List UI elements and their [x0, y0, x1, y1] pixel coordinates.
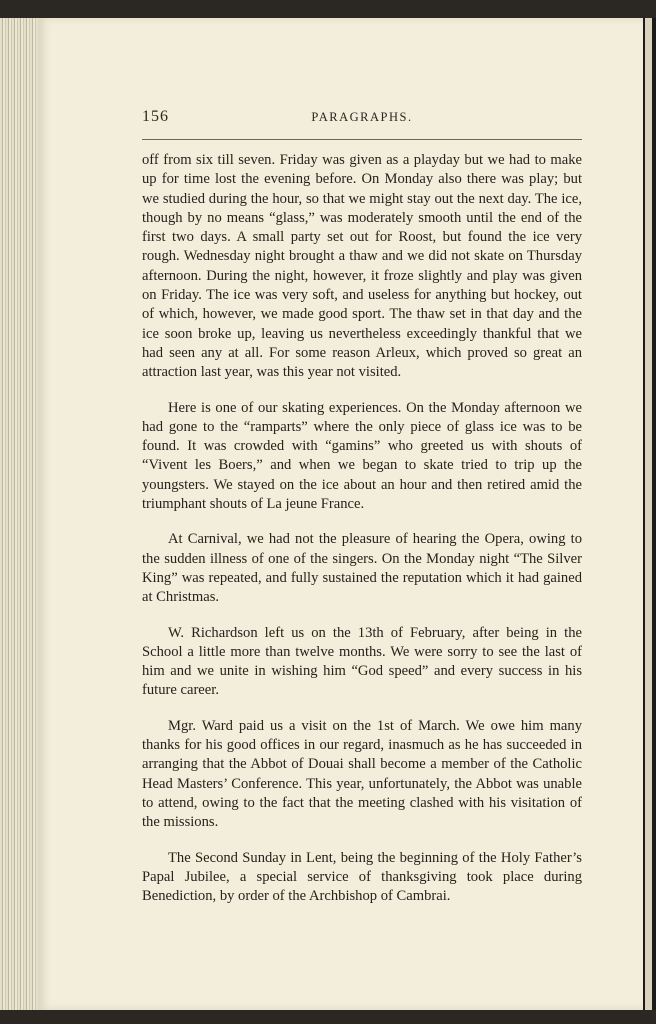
paragraph-richardson: W. Richardson left us on the 13th of February, after being in the School a little more than twelve months. We were sorry to see the last of him and we unite in wishing him “God speed” and every success in his future career. [142, 624, 582, 699]
page-number: 156 [142, 108, 169, 125]
body-text [142, 151, 582, 922]
paragraph-carnival: At Carnival, we had not the pleasure of hearing the Opera, owing to the sudden illness of one of the singers. On the Monday night “The Silver King” was repeated, and fully sustained the reputation which it had gained at Christmas. [142, 531, 582, 606]
paragraph-jubilee: The Second Sunday in Lent, being the beginning of the Holy Father’s Papal Jubilee, a special service of thanksgiving took place during Benediction, by order of the Archbishop of Cambrai. [142, 849, 582, 905]
paragraph-skating: Here is one of our skating experiences. On the Monday afternoon we had gone to the “ramparts” where the only piece of glass ice was to be found. It was crowded with “gamins” who greeted us with shouts of “Vivent les Boers,” and when we began to skate tried to trip up the youngsters. We stayed on the ice about an hour and then retired amid the triumphant shouts of La jeune France. [142, 399, 582, 513]
paragraph-continued: off from six till seven. Friday was given as a playday but we had to make up for time lost the evening before. On Monday also there was play; but we studied during the hour, so that we might stay out the next day. The ice, though by no means “glass,” was moderately smooth until the end of the first two days. A small party set out for Roost, but found the ice very rough. Wednesday night brought a thaw and we did not skate on Thursday afternoon. During the night, however, it froze slightly and play was given on Friday. The ice was very soft, and useless for anything but hockey, out of which, however, we made good sport. The thaw set in that day and the ice soon broke up, leaving us nevertheless exceedingly thankful that we had seen any at all. For some reason Arleux, which proved so great an attraction last year, was this year not visited. [142, 152, 582, 381]
paragraph-mgr-ward: Mgr. Ward paid us a visit on the 1st of March. We owe him many thanks for his good offices in our regard, inasmuch as he has succeeded in arranging that the Abbot of Douai shall become a member of the Catholic Head Masters’ Conference. This year, unfortunately, the Abbot was unable to attend, owing to the fact that the meeting clashed with his visitation of the missions. [142, 717, 582, 831]
facing-page-sliver [645, 18, 652, 1010]
page-header [142, 108, 582, 128]
running-head: PARAGRAPHS. [311, 110, 413, 124]
header-rule [142, 139, 582, 140]
facing-page-edge [643, 18, 656, 1010]
